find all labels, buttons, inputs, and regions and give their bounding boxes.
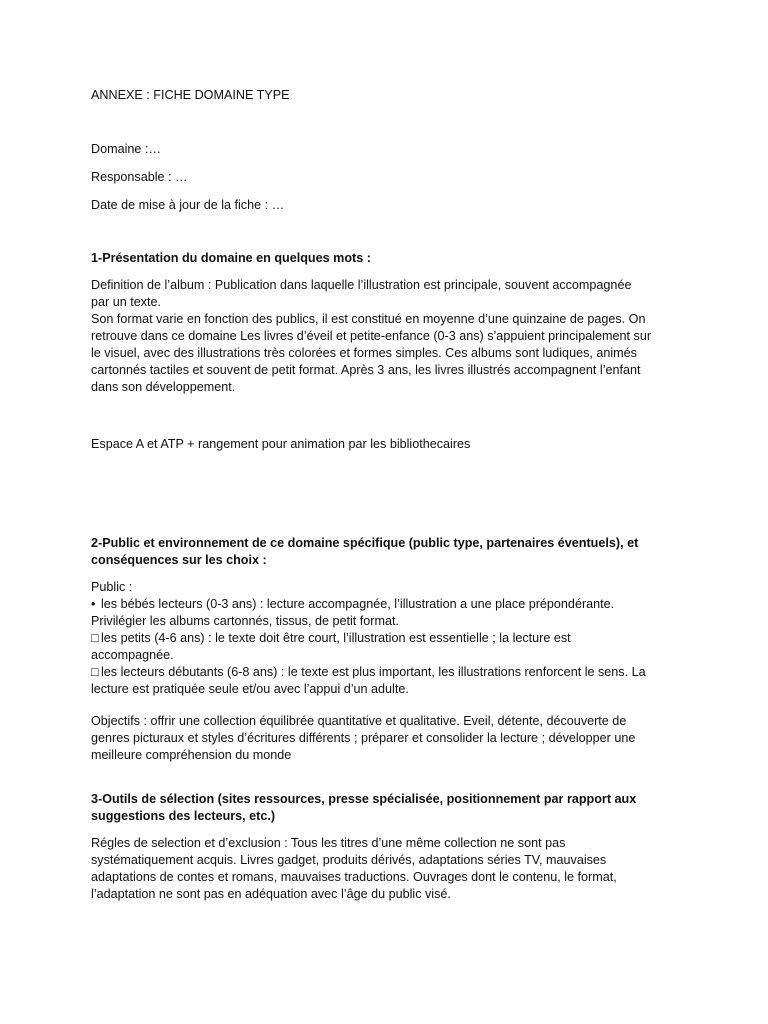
date-maj-field: Date de mise à jour de la fiche : … <box>91 198 285 212</box>
public-line: lecture est pratiquée seule et/ou avec l’appui d’un adulte. <box>91 682 409 696</box>
objectifs-line: genres picturaux et styles d’écritures différents ; préparer et consolider la lecture ; développer une <box>91 731 636 745</box>
section2-heading-line: 2-Public et environnement de ce domaine spécifique (public type, partenaires éventuels), et <box>91 536 639 550</box>
regles-line: systématiquement acquis. Livres gadget, produits dérivés, adaptations séries TV, mauvaises <box>91 853 607 867</box>
definition-line: le visuel, avec des illustrations très colorées et formes simples. Ces albums sont ludiques, animés <box>91 346 637 360</box>
public-block <box>91 579 691 698</box>
public-label: Public : <box>91 580 133 594</box>
public-line <box>91 630 691 647</box>
regles-line: Régles de selection et d’exclusion : Tous les titres d’une même collection ne sont pas <box>91 836 566 850</box>
section3-heading-line: suggestions des lecteurs, etc.) <box>91 809 276 823</box>
public-line: Privilégier les albums cartonnés, tissus, de petit format. <box>91 614 399 628</box>
objectifs-line: meilleure compréhension du monde <box>91 748 292 762</box>
public-line <box>91 664 691 681</box>
section3-heading-line: 3-Outils de sélection (sites ressources, presse spécialisée, positionnement par rapport aux <box>91 792 637 806</box>
public-line-text: les bébés lecteurs (0-3 ans) : lecture accompagnée, l’illustration a une place prépondérante. <box>101 597 615 611</box>
section2-heading <box>91 535 691 569</box>
public-line: accompagnée. <box>91 648 174 662</box>
section1-definition <box>91 277 691 396</box>
definition-line: Definition de l’album : Publication dans laquelle l’illustration est principale, souvent accompagnée <box>91 278 632 292</box>
definition-line: dans son développement. <box>91 380 236 394</box>
section1-heading: 1-Présentation du domaine en quelques mots : <box>91 251 371 265</box>
objectifs-line: Objectifs : offrir une collection équilibrée quantitative et qualitative. Eveil, détente, découverte de <box>91 714 627 728</box>
regles-line: l’adaptation ne sont pas en adéquation avec l’âge du public visé. <box>91 887 451 901</box>
definition-line: Son format varie en fonction des publics, il est constitué en moyenne d’une quinzaine de pages. On <box>91 312 646 326</box>
domaine-field: Domaine :… <box>91 142 161 156</box>
responsable-field: Responsable : … <box>91 170 188 184</box>
bullet-icon: □ <box>91 631 99 645</box>
section3-heading <box>91 791 691 825</box>
section2-heading-line: conséquences sur les choix : <box>91 553 267 567</box>
regles-block <box>91 835 691 903</box>
espace-note: Espace A et ATP + rangement pour animation par les bibliothecaires <box>91 437 471 451</box>
regles-line: adaptations de contes et romans, mauvaises traductions. Ouvrages dont le contenu, le format, <box>91 870 617 884</box>
bullet-icon: □ <box>91 665 99 679</box>
objectifs-block <box>91 713 691 764</box>
definition-line: cartonnés tactiles et souvent de petit format. Après 3 ans, les livres illustrés accompagnent l’enfant <box>91 363 641 377</box>
public-line <box>91 596 691 613</box>
annex-title: ANNEXE : FICHE DOMAINE TYPE <box>91 88 290 102</box>
public-line-text: les petits (4-6 ans) : le texte doit être court, l’illustration est essentielle ; la lecture est <box>101 631 571 645</box>
public-line-text: les lecteurs débutants (6-8 ans) : le texte est plus important, les illustrations renforcent le sens. La <box>101 665 646 679</box>
definition-line: par un texte. <box>91 295 162 309</box>
definition-line: retrouve dans ce domaine Les livres d’éveil et petite-enfance (0-3 ans) s’appuient principalement sur <box>91 329 652 343</box>
bullet-icon: • <box>91 597 96 611</box>
